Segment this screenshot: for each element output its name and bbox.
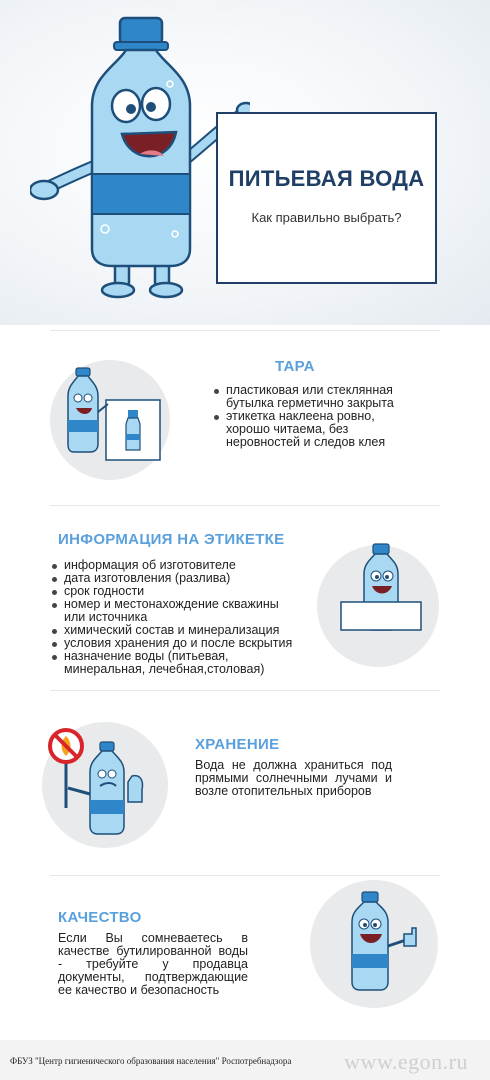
- section-title-storage: ХРАНЕНИЕ: [195, 736, 280, 753]
- footer-org: ФБУЗ "Центр гигиенического образования населения" Роспотребнадзора: [10, 1056, 292, 1066]
- divider: [50, 875, 440, 876]
- section-title-label: ИНФОРМАЦИЯ НА ЭТИКЕТКЕ: [58, 531, 285, 548]
- bottle-holding-sign-icon: [338, 542, 424, 632]
- watermark: www.egon.ru: [344, 1049, 468, 1074]
- storage-text: Вода не должна храниться под прямыми солнечными лучами и возле отопительных приборов: [195, 758, 392, 798]
- tara-list: [213, 384, 413, 449]
- section-title-quality: КАЧЕСТВО: [58, 909, 142, 926]
- list-item: срок годности: [51, 585, 301, 598]
- page-subtitle: Как правильно выбрать?: [251, 210, 402, 225]
- list-item: условия хранения до и после вскрытия: [51, 637, 301, 650]
- list-item: номер и местонахождение скважины или источника: [51, 598, 301, 624]
- quality-text: Если Вы сомневаетесь в качестве бутилированной воды - требуйте у продавца документы, подтверждающие ее качество и безопасность: [58, 931, 248, 997]
- list-item: этикетка наклеена ровно, хорошо читаема, без неровностей и следов клея: [213, 410, 413, 449]
- list-item: химический состав и минерализация: [51, 624, 301, 637]
- divider: [50, 505, 440, 506]
- divider: [50, 330, 440, 331]
- divider: [50, 690, 440, 691]
- list-item: информация об изготовителе: [51, 559, 301, 572]
- list-item: дата изготовления (разлива): [51, 572, 301, 585]
- hero-banner: [0, 0, 490, 325]
- section-title-tara: ТАРА: [275, 358, 315, 375]
- list-item: пластиковая или стеклянная бутылка герметично закрыта: [213, 384, 413, 410]
- bottle-with-no-fire-sign-icon: [48, 728, 152, 838]
- page-title: ПИТЬЕВАЯ ВОДА: [228, 166, 425, 191]
- title-sign: [216, 112, 437, 284]
- list-item: назначение воды (питьевая, минеральная, лечебная,столовая): [51, 650, 301, 676]
- bottle-with-sign-icon: [62, 364, 162, 464]
- label-list: [51, 559, 301, 676]
- footer: [0, 1040, 490, 1080]
- bottle-thumbs-up-icon: [340, 890, 420, 994]
